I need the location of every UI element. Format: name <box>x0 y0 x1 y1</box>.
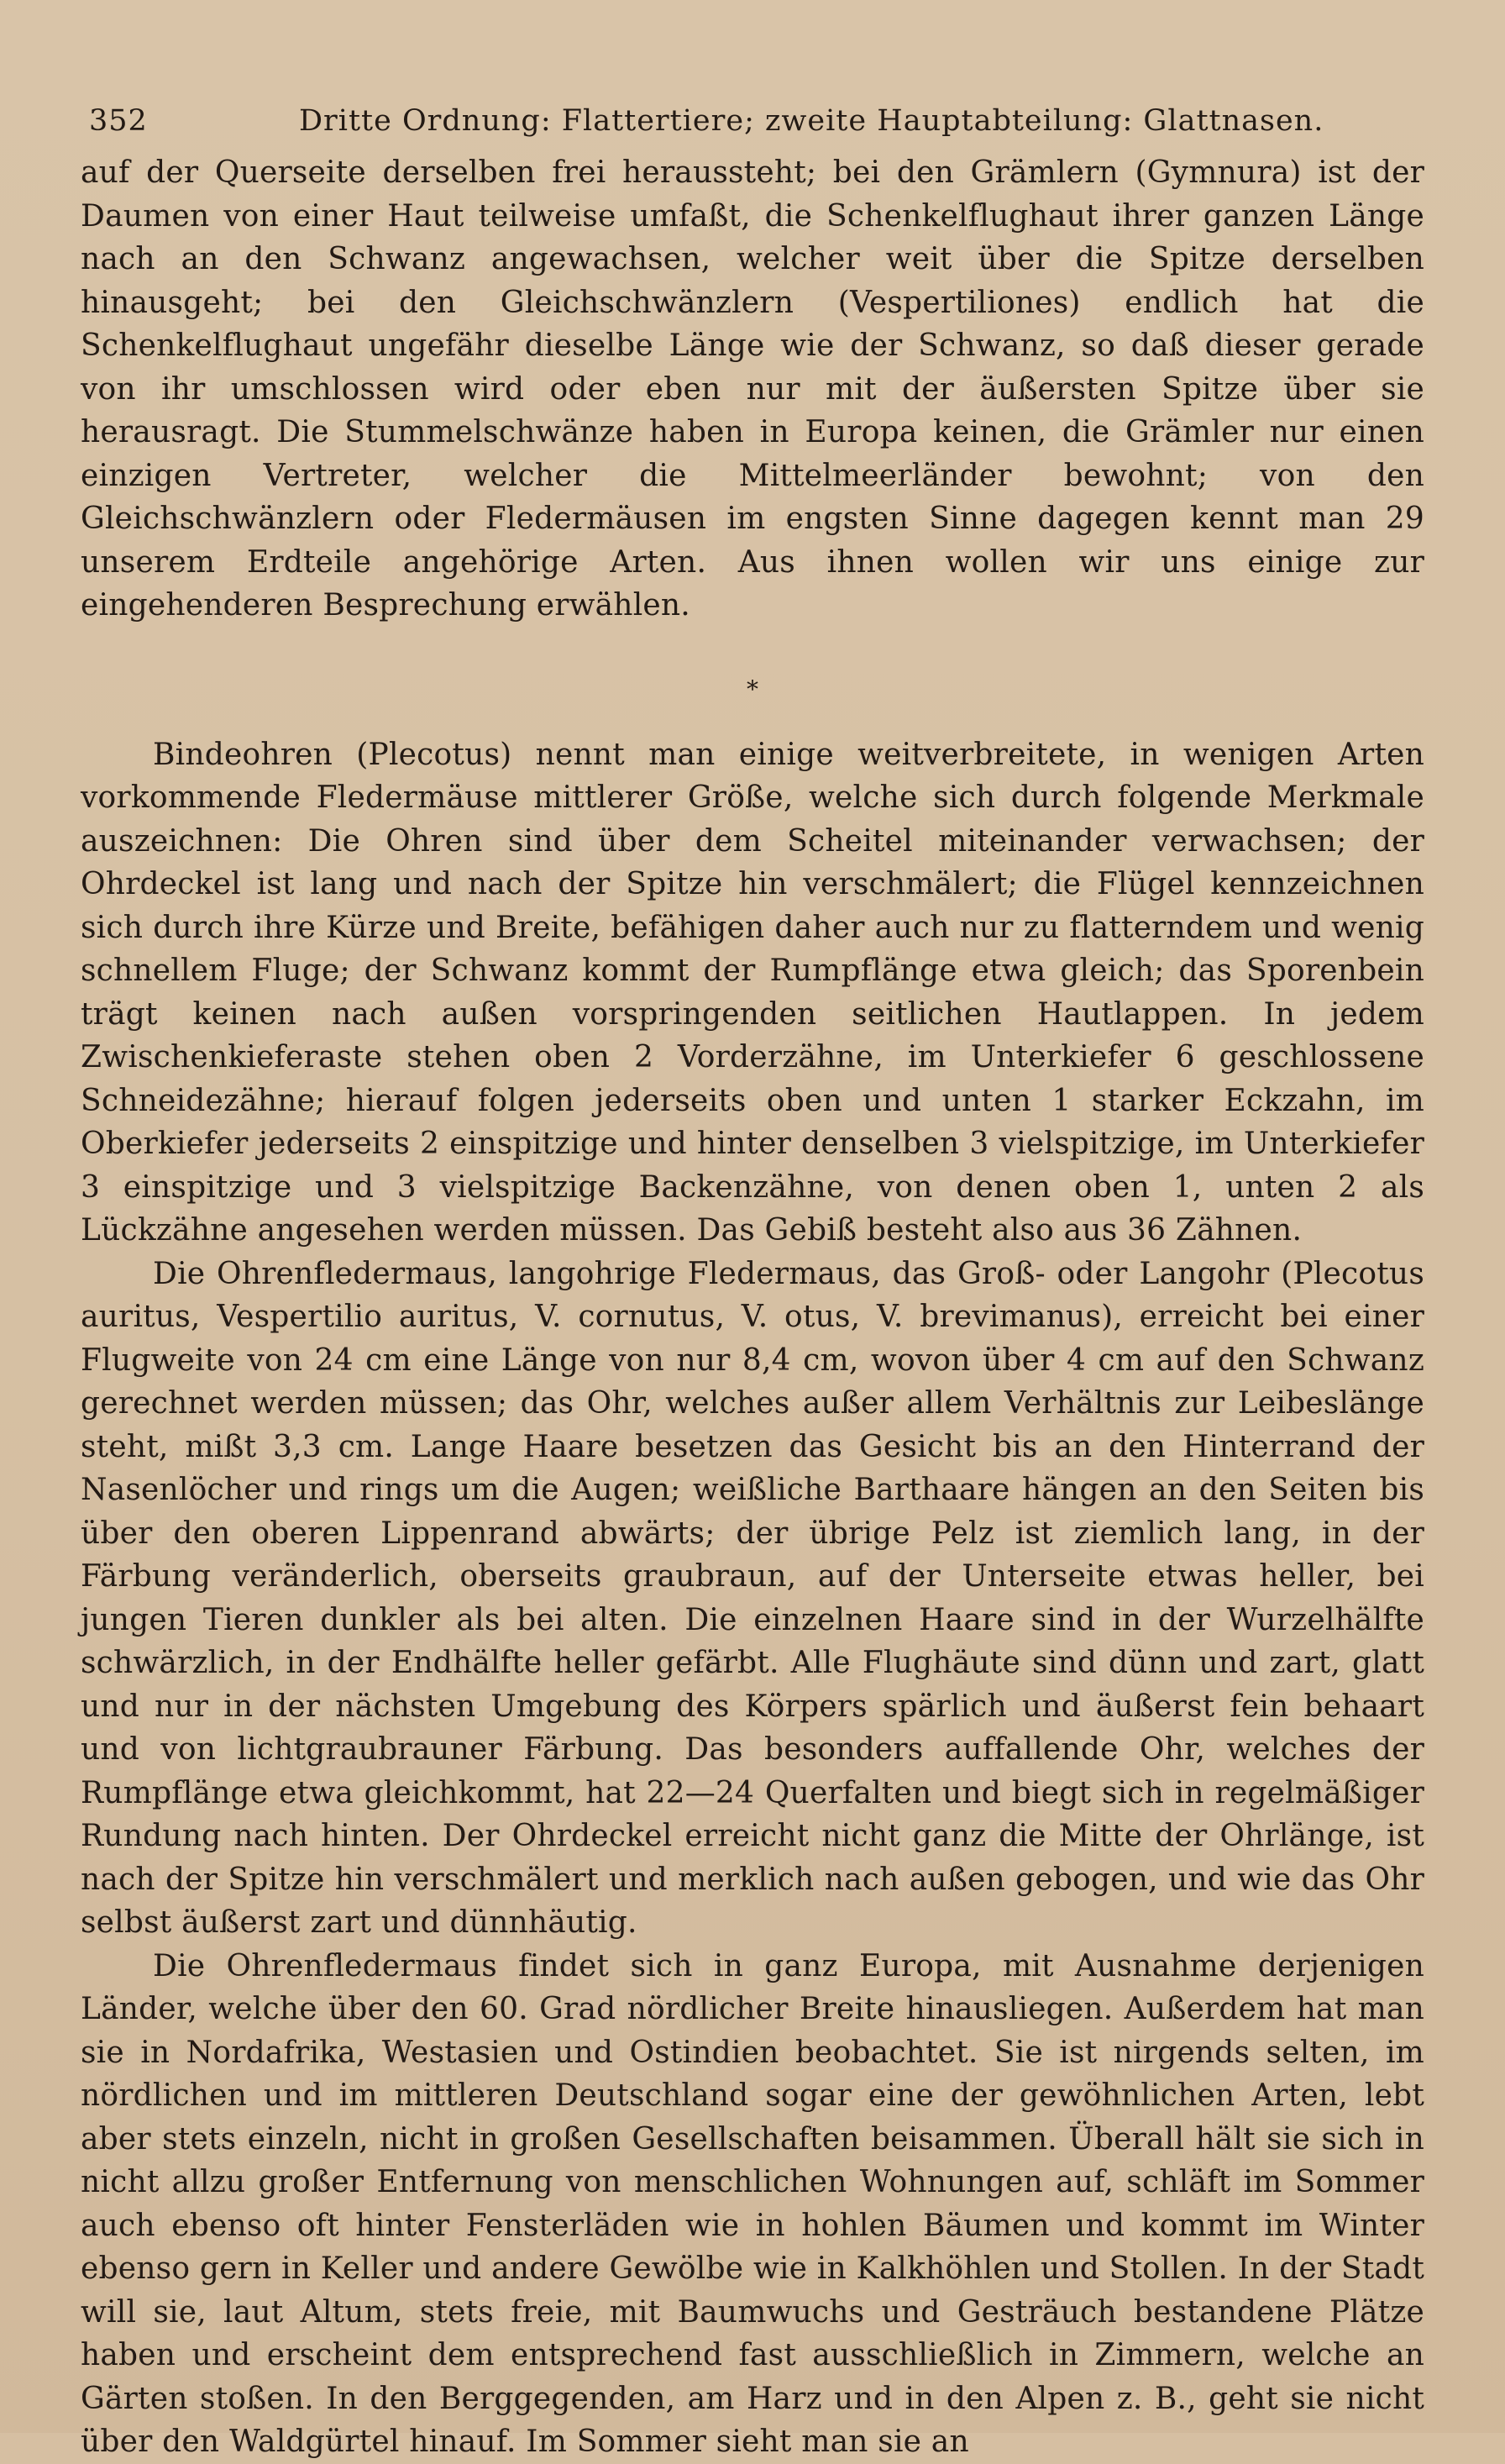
section-separator: * <box>747 675 758 703</box>
page-number: 352 <box>89 104 148 138</box>
body-text-top <box>81 151 1424 628</box>
paragraph-ohrenfledermaus-description: Die Ohrenfledermaus, langohrige Fledermaus, das Groß- oder Langohr (Plecotus auritus, Vespertilio auritus, V. cornutus, V. otus, V. brevimanus), erreicht bei einer Flugweite von 24 cm eine Länge von nur 8,4 cm, wovon über 4 cm auf den Schwanz gerechnet werden müssen; das Ohr, welches außer allem Verhältnis zur Leibeslänge steht, mißt 3,3 cm. Lange Haare besetzen das Gesicht bis an den Hinterrand der Nasenlöcher und rings um die Augen; weißliche Barthaare hängen an den Seiten bis über den oberen Lippenrand abwärts; der übrige Pelz ist ziemlich lang, in der Färbung veränderlich, oberseits graubraun, auf der Unterseite etwas heller, bei jungen Tieren dunkler als bei alten. Die einzelnen Haare sind in der Wurzelhälfte schwärzlich, in der Endhälfte heller gefärbt. Alle Flughäute sind dünn und zart, glatt und nur in der nächsten Umgebung des Körpers spärlich und äußerst fein behaart und von lichtgraubrauner Färbung. Das besonders auffallende Ohr, welches der Rumpflänge etwa gleichkommt, hat 22—24 Querfalten und biegt sich in regelmäßiger Rundung nach hinten. Der Ohrdeckel erreicht nicht ganz die Mitte der Ohrlänge, ist nach der Spitze hin verschmälert und merklich nach außen gebogen, und wie das Ohr selbst äußerst zart und dünnhäutig. <box>81 1256 1424 1940</box>
page-header <box>81 91 1424 151</box>
paragraph-intro: auf der Querseite derselben frei heraussteht; bei den Grämlern (Gymnura) ist der Daumen von einer Haut teilweise umfaßt, die Schenkelflughaut ihrer ganzen Länge nach an den Schwanz angewachsen, welcher weit über die Spitze derselben hinausgeht; bei den Gleichschwänzlern (Vespertiliones) endlich hat die Schenkelflughaut ungefähr dieselbe Länge wie der Schwanz, so daß dieser gerade von ihr umschlossen wird oder eben nur mit der äußersten Spitze über sie herausragt. Die Stummelschwänze haben in Europa keinen, die Grämler nur einen einzigen Vertreter, welcher die Mittelmeerländer bewohnt; von den Gleichschwänzlern oder Fledermäusen im engsten Sinne dagegen kennt man 29 unserem Erdteile angehörige Arten. Aus ihnen wollen wir uns einige zur eingehenderen Besprechung erwählen. <box>81 155 1424 623</box>
paragraph-ohrenfledermaus-distribution: Die Ohrenfledermaus findet sich in ganz Europa, mit Ausnahme derjenigen Länder, welche über den 60. Grad nördlicher Breite hinausliegen. Außerdem hat man sie in Nordafrika, Westasien und Ostindien beobachtet. Sie ist nirgends selten, im nördlichen und im mittleren Deutschland sogar eine der gewöhnlichen Arten, lebt aber stets einzeln, nicht in großen Gesellschaften beisammen. Überall hält sie sich in nicht allzu großer Entfernung von menschlichen Wohnungen auf, schläft im Sommer auch ebenso oft hinter Fensterläden wie in hohlen Bäumen und kommt im Winter ebenso gern in Keller und andere Gewölbe wie in Kalkhöhlen und Stollen. In der Stadt will sie, laut Altum, stets freie, mit Baumwuchs und Gesträuch bestandene Plätze haben und erscheint dem entsprechend fast ausschließlich in Zimmern, welche an Gärten stoßen. In den Berggegenden, am Harz und in den Alpen z. B., geht sie nicht über den Waldgürtel hinauf. Im Sommer sieht man sie an <box>81 1948 1424 2459</box>
running-title: Dritte Ordnung: Flattertiere; zweite Hauptabteilung: Glattnasen. <box>299 104 1324 138</box>
paragraph-plecotus: Bindeohren (Plecotus) nennt man einige weitverbreitete, in wenigen Arten vorkommende Fledermäuse mittlerer Größe, welche sich durch folgende Merkmale auszeichnen: Die Ohren sind über dem Scheitel miteinander verwachsen; der Ohrdeckel ist lang und nach der Spitze hin verschmälert; die Flügel kennzeichnen sich durch ihre Kürze und Breite, befähigen daher auch nur zu flatterndem und wenig schnellem Fluge; der Schwanz kommt der Rumpflänge etwa gleich; das Sporenbein trägt keinen nach außen vorspringenden seitlichen Hautlappen. In jedem Zwischenkieferaste stehen oben 2 Vorderzähne, im Unterkiefer 6 geschlossene Schneidezähne; hierauf folgen jederseits oben und unten 1 starker Eckzahn, im Oberkiefer jederseits 2 einspitzige und hinter denselben 3 vielspitzige, im Unterkiefer 3 einspitzige und 3 vielspitzige Backenzähne, von denen oben 1, unten 2 als Lückzähne angesehen werden müssen. Das Gebiß besteht also aus 36 Zähnen. <box>81 737 1424 1248</box>
body-text-main <box>81 733 1424 2464</box>
